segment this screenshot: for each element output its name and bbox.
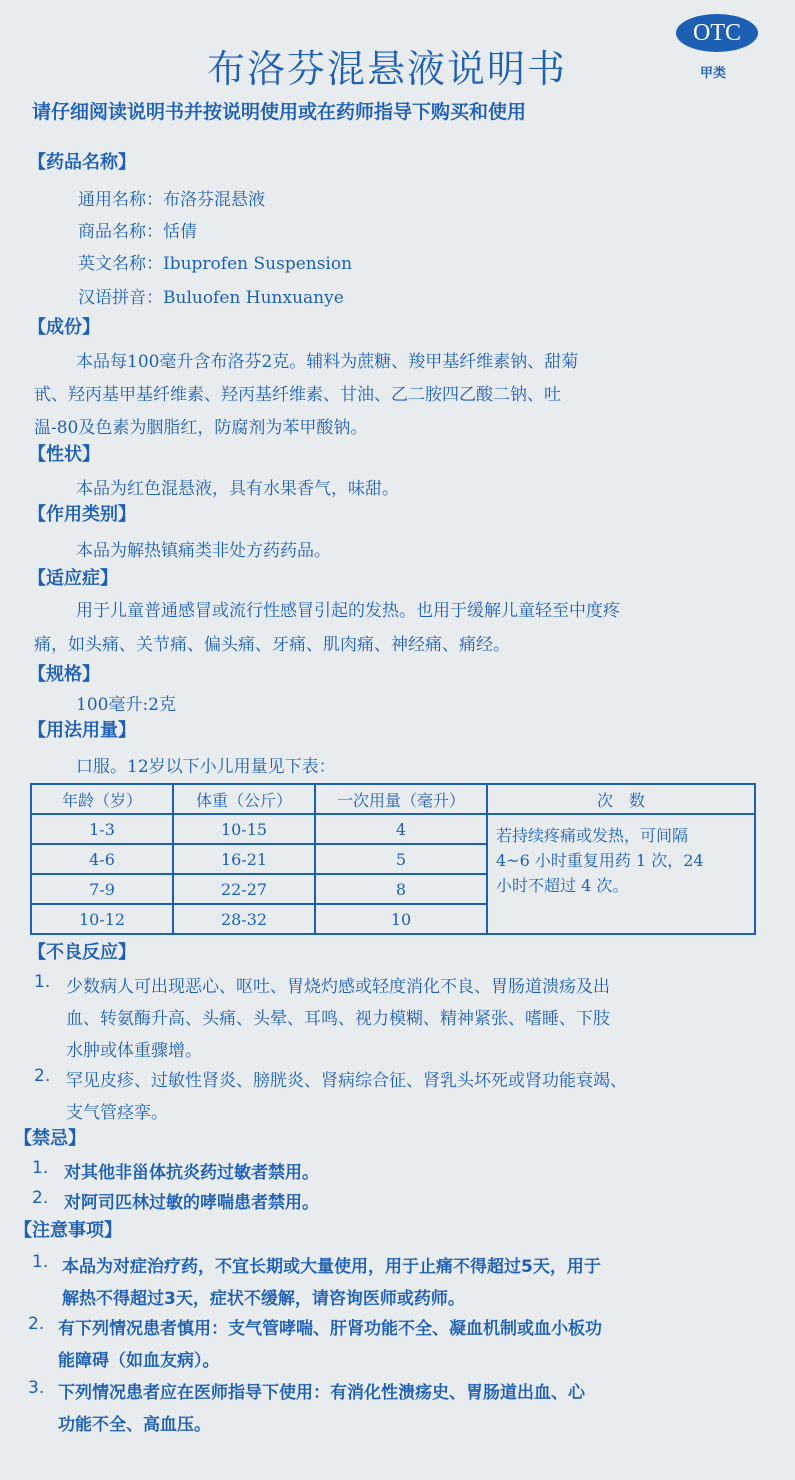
- generic-name: 通用名称：布洛芬混悬液: [78, 190, 265, 210]
- column-header-dose: 一次用量（毫升）: [315, 784, 487, 814]
- ingredients-line: 温-80及色素为胭脂红，防腐剂为苯甲酸钠。: [34, 418, 368, 438]
- section-header-dosage: 【用法用量】: [28, 720, 136, 741]
- section-header-drug-name: 【药品名称】: [28, 152, 136, 173]
- adverse-line: 水肿或体重骤增。: [66, 1041, 202, 1061]
- otc-category-label: 甲类: [700, 66, 727, 81]
- english-name: 英文名称：Ibuprofen Suspension: [78, 254, 353, 274]
- indications-line: 用于儿童普通感冒或流行性感冒引起的发热。也用于缓解儿童轻至中度疼: [76, 601, 620, 621]
- section-header-ingredients: 【成份】: [28, 317, 100, 338]
- dose-cell: 10: [315, 904, 487, 934]
- age-cell: 1-3: [31, 814, 173, 844]
- table-row: [31, 814, 755, 844]
- adverse-line: 罕见皮疹、过敏性肾炎、膀胱炎、肾病综合征、肾乳头坏死或肾功能衰竭、: [66, 1071, 627, 1091]
- adverse-line: 血、转氨酶升高、头痛、头晕、耳鸣、视力模糊、精神紧张、嗜睡、下肢: [66, 1009, 610, 1029]
- precaution-line: 解热不得超过3天，症状不缓解，请咨询医师或药师。: [62, 1289, 465, 1309]
- pinyin-name: 汉语拼音：Buluofen Hunxuanye: [78, 288, 344, 308]
- precaution-line: 本品为对症治疗药，不宜长期或大量使用，用于止痛不得超过5天，用于: [62, 1257, 601, 1277]
- dose-cell: 5: [315, 844, 487, 874]
- list-number: 3.: [28, 1378, 45, 1398]
- column-header-age: 年龄（岁）: [31, 784, 173, 814]
- contraindication-item: 对阿司匹林过敏的哮喘患者禁用。: [64, 1193, 319, 1213]
- weight-cell: 10-15: [173, 814, 315, 844]
- description-text: 本品为红色混悬液，具有水果香气，味甜。: [76, 479, 399, 499]
- otc-badge: OTC: [676, 14, 758, 52]
- age-cell: 7-9: [31, 874, 173, 904]
- adverse-line: 支气管痉挛。: [66, 1103, 168, 1123]
- section-header-indications: 【适应症】: [28, 568, 118, 589]
- age-cell: 4-6: [31, 844, 173, 874]
- age-cell: 10-12: [31, 904, 173, 934]
- dosage-intro: 口服。12岁以下小儿用量见下表：: [76, 757, 336, 777]
- dose-cell: 4: [315, 814, 487, 844]
- trade-name: 商品名称：恬倩: [78, 222, 197, 242]
- weight-cell: 22-27: [173, 874, 315, 904]
- section-header-precautions: 【注意事项】: [14, 1220, 122, 1241]
- list-number: 2.: [28, 1314, 45, 1334]
- section-header-contraindications: 【禁忌】: [14, 1128, 86, 1149]
- dosage-table: [30, 783, 756, 935]
- section-header-specification: 【规格】: [28, 664, 100, 685]
- dose-cell: 8: [315, 874, 487, 904]
- category-text: 本品为解热镇痛类非处方药药品。: [76, 541, 331, 561]
- document-title: 布洛芬混悬液说明书: [207, 47, 568, 91]
- frequency-line: 4~6 小时重复用药 1 次，24: [496, 851, 704, 870]
- table-header-row: [31, 784, 755, 814]
- section-header-adverse: 【不良反应】: [28, 942, 136, 963]
- section-header-description: 【性状】: [28, 444, 100, 465]
- precaution-line: 功能不全、高血压。: [58, 1415, 211, 1435]
- weight-cell: 28-32: [173, 904, 315, 934]
- frequency-cell: [487, 814, 755, 934]
- list-number: 2.: [32, 1188, 49, 1208]
- section-header-category: 【作用类别】: [28, 504, 136, 525]
- ingredients-line: 甙、羟丙基甲基纤维素、羟丙基纤维素、甘油、乙二胺四乙酸二钠、吐: [34, 385, 561, 405]
- precaution-line: 有下列情况患者慎用：支气管哮喘、肝肾功能不全、凝血机制或血小板功: [58, 1319, 602, 1339]
- precaution-line: 能障碍（如血友病）。: [58, 1351, 220, 1371]
- weight-cell: 16-21: [173, 844, 315, 874]
- specification-text: 100毫升:2克: [76, 695, 176, 715]
- adverse-line: 少数病人可出现恶心、呕吐、胃烧灼感或轻度消化不良、胃肠道溃疡及出: [66, 977, 610, 997]
- column-header-weight: 体重（公斤）: [173, 784, 315, 814]
- ingredients-line: 本品每100毫升含布洛芬2克。辅料为蔗糖、羧甲基纤维素钠、甜菊: [76, 352, 579, 372]
- frequency-line: 若持续疼痛或发热，可间隔: [496, 826, 689, 845]
- contraindication-item: 对其他非甾体抗炎药过敏者禁用。: [64, 1163, 319, 1183]
- usage-notice: 请仔细阅读说明书并按说明使用或在药师指导下购买和使用: [32, 101, 527, 123]
- list-number: 2.: [34, 1066, 51, 1086]
- frequency-line: 小时不超过 4 次。: [496, 876, 629, 895]
- indications-line: 痛，如头痛、关节痛、偏头痛、牙痛、肌肉痛、神经痛、痛经。: [34, 635, 510, 655]
- precaution-line: 下列情况患者应在医师指导下使用：有消化性溃疡史、胃肠道出血、心: [58, 1383, 585, 1403]
- list-number: 1.: [34, 972, 51, 992]
- column-header-frequency: 次 数: [487, 784, 755, 814]
- list-number: 1.: [32, 1158, 49, 1178]
- list-number: 1.: [32, 1252, 49, 1272]
